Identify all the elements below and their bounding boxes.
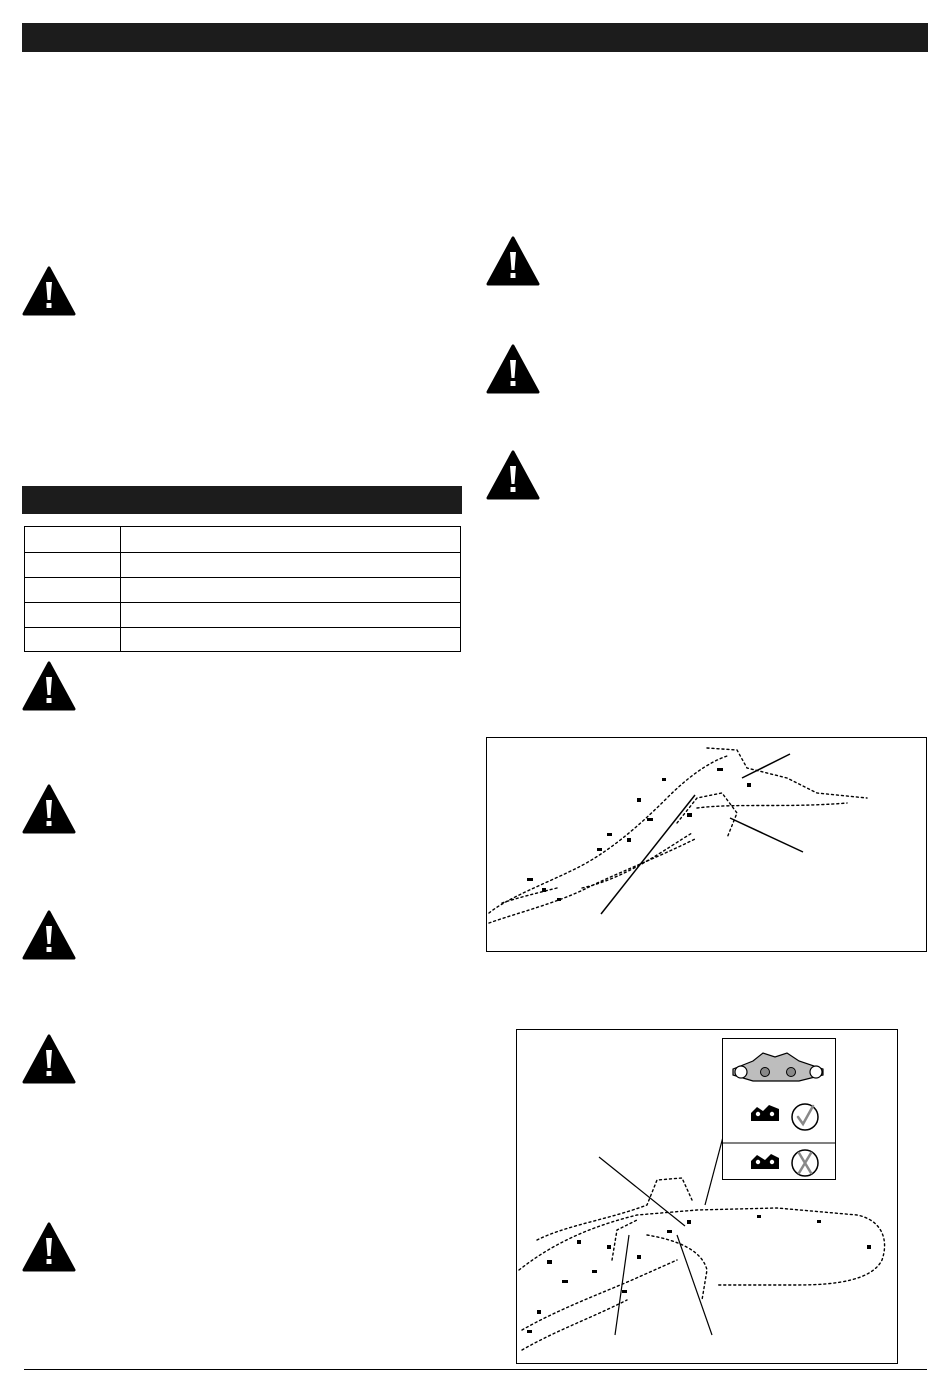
chainsaw-illustration — [517, 1030, 897, 1363]
callout-line — [705, 1137, 723, 1205]
table-row — [25, 627, 460, 652]
warning-triangle-icon — [486, 450, 540, 500]
warning-triangle-icon — [22, 661, 76, 711]
check-circle-icon — [792, 1104, 818, 1130]
x-circle-icon — [792, 1150, 818, 1176]
warning-triangle-icon — [22, 1034, 76, 1084]
table-row — [25, 602, 460, 627]
warning-triangle-icon — [486, 236, 540, 286]
chain-link-diagram — [733, 1053, 823, 1081]
warning-triangle-icon — [22, 784, 76, 834]
specs-table — [24, 526, 461, 652]
callout-line — [615, 1235, 629, 1335]
header-bar — [22, 23, 928, 52]
callout-line — [677, 1235, 712, 1335]
callout-line — [599, 1157, 685, 1226]
chain-link-good — [751, 1105, 779, 1121]
callout-line — [742, 754, 790, 778]
chain-link-worn — [751, 1154, 779, 1169]
warning-triangle-icon — [22, 1222, 76, 1272]
chainsaw-handle-illustration — [487, 738, 926, 951]
table-row — [25, 577, 460, 602]
figure-1 — [486, 737, 927, 952]
footer-rule — [24, 1369, 927, 1370]
callout-line — [730, 818, 803, 852]
figure-2 — [516, 1029, 898, 1364]
chain-inset — [722, 1038, 836, 1180]
warning-triangle-icon — [22, 910, 76, 960]
specs-header-bar — [22, 486, 462, 514]
callout-line — [601, 795, 695, 914]
warning-triangle-icon — [486, 344, 540, 394]
table-row — [25, 552, 460, 577]
table-row — [25, 527, 460, 552]
warning-triangle-icon — [22, 266, 76, 316]
